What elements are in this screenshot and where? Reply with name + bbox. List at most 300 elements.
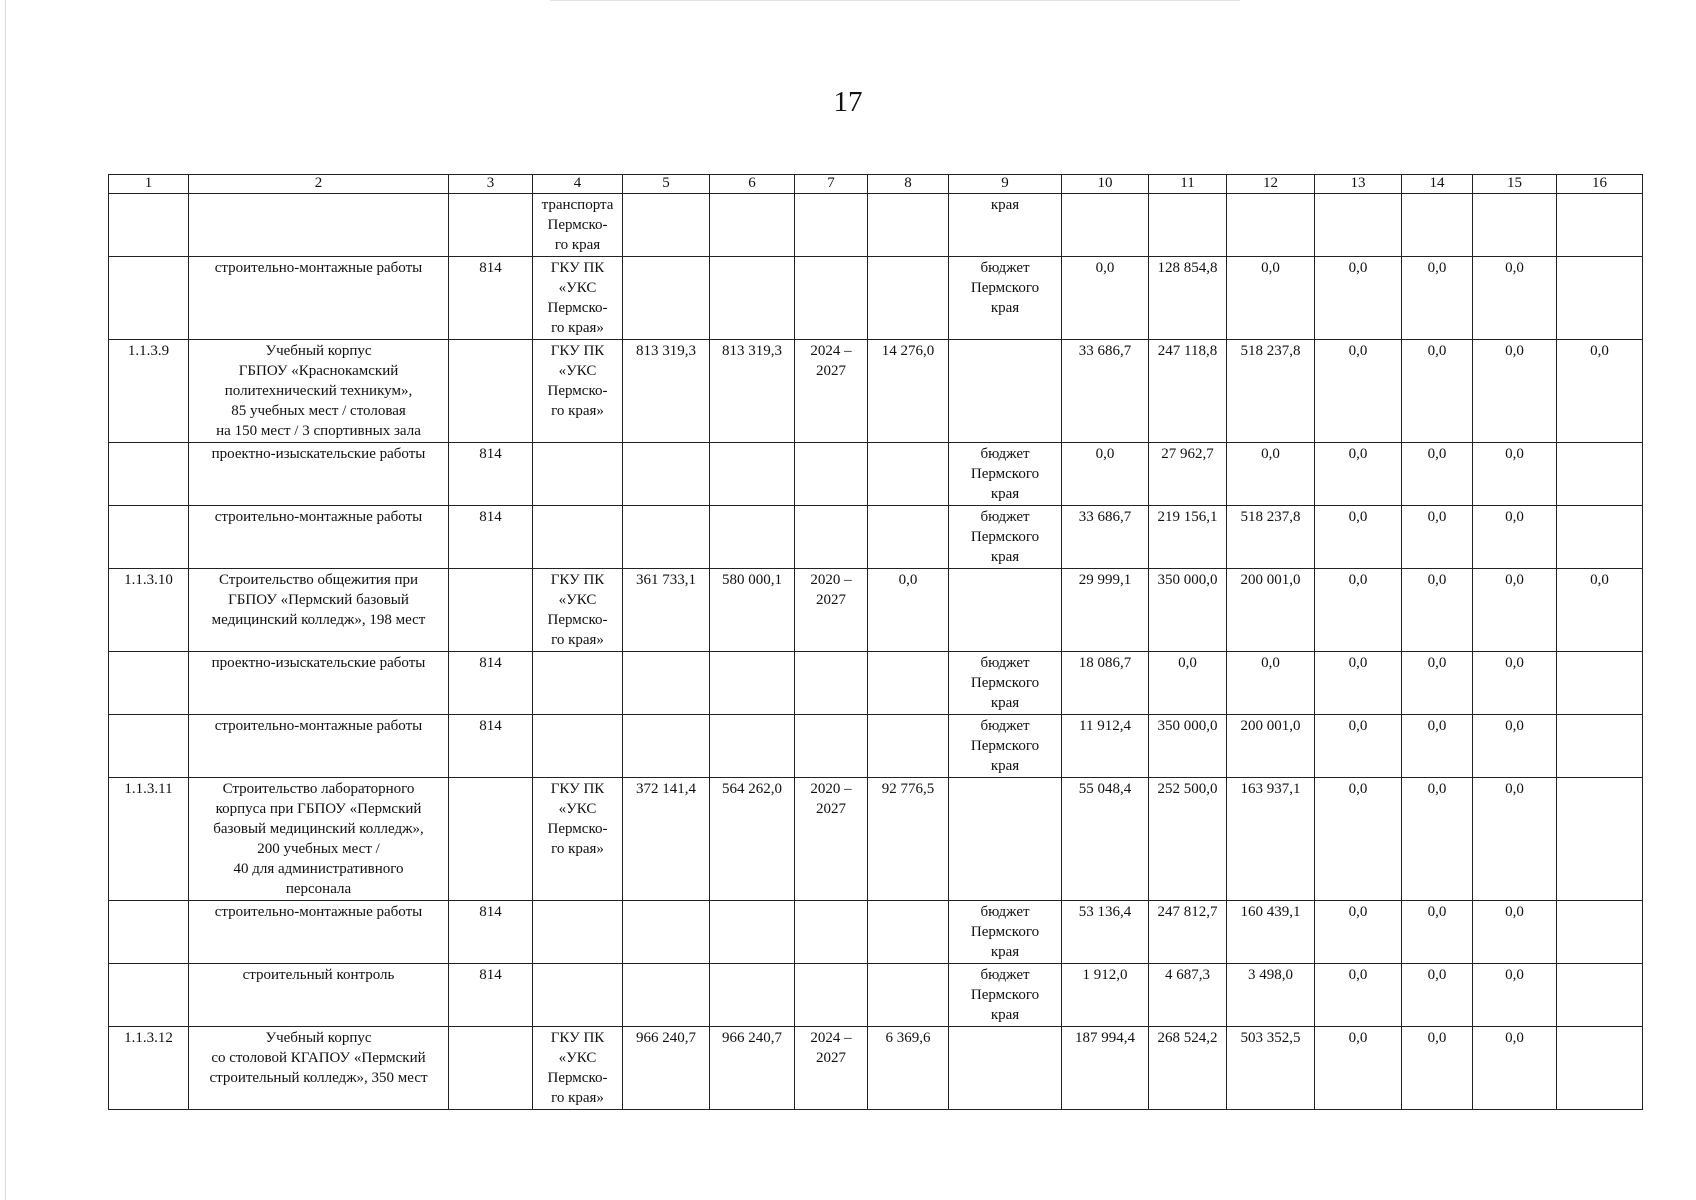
cell-col-13: 0,0 [1315, 1027, 1402, 1110]
cell-col-8: 0,0 [868, 569, 949, 652]
cell-line: Строительство общежития при [218, 572, 419, 588]
cell-col-12: 163 937,1 [1227, 778, 1315, 901]
cell-col-16 [1557, 715, 1643, 778]
cell-line: 40 для административного [233, 861, 404, 877]
cell-col-12: 503 352,5 [1227, 1027, 1315, 1110]
cell-col-4 [533, 778, 623, 901]
cell-col-5 [623, 652, 710, 715]
cell-col-9 [949, 1027, 1062, 1110]
cell-line: 2020 – [810, 572, 852, 588]
cell-line: со столовой КГАПОУ «Пермский [211, 1050, 426, 1066]
cell-col-13: 0,0 [1315, 569, 1402, 652]
cell-line: 2024 – [810, 1030, 852, 1046]
cell-col-4 [533, 569, 623, 652]
cell-col-7 [795, 778, 868, 901]
cell-col-12: 518 237,8 [1227, 506, 1315, 569]
cell-line: Строительство лабораторного [222, 781, 415, 797]
cell-col-6 [710, 715, 795, 778]
cell-col-3: 814 [449, 964, 533, 1027]
cell-col-13: 0,0 [1315, 715, 1402, 778]
cell-col-1 [109, 194, 189, 257]
cell-col-15: 0,0 [1473, 569, 1557, 652]
column-header-1: 1 [109, 175, 189, 194]
cell-col-7 [795, 1027, 868, 1110]
cell-col-15: 0,0 [1473, 1027, 1557, 1110]
cell-col-10: 0,0 [1062, 443, 1149, 506]
cell-col-14: 0,0 [1402, 715, 1473, 778]
cell-line: на 150 мест / 3 спортивных зала [216, 423, 421, 439]
cell-line: 200 учебных мест / [257, 841, 380, 857]
cell-col-16 [1557, 778, 1643, 901]
cell-col-12: 160 439,1 [1227, 901, 1315, 964]
page-number: 17 [833, 86, 863, 118]
cell-col-2 [189, 340, 449, 443]
cell-line: края [990, 1007, 1020, 1023]
cell-col-8: 6 369,6 [868, 1027, 949, 1110]
cell-line: Пермского [970, 738, 1040, 754]
cell-col-11: 268 524,2 [1149, 1027, 1227, 1110]
cell-col-14: 0,0 [1402, 901, 1473, 964]
cell-col-6: 564 262,0 [710, 778, 795, 901]
cell-col-1 [109, 901, 189, 964]
cell-line: корпуса при ГБПОУ «Пермский [215, 801, 422, 817]
cell-col-6 [710, 257, 795, 340]
cell-col-12: 0,0 [1227, 652, 1315, 715]
cell-col-7 [795, 506, 868, 569]
cell-col-2 [189, 964, 449, 1027]
cell-line: Пермского [970, 529, 1040, 545]
cell-col-4 [533, 964, 623, 1027]
cell-col-7 [795, 340, 868, 443]
cell-col-3 [449, 778, 533, 901]
cell-col-5: 813 319,3 [623, 340, 710, 443]
cell-col-4 [533, 340, 623, 443]
cell-col-2 [189, 569, 449, 652]
cell-line: края [990, 944, 1020, 960]
cell-line: го края» [551, 320, 604, 336]
cell-col-2 [189, 1027, 449, 1110]
cell-col-16: 0,0 [1557, 340, 1643, 443]
cell-col-6 [710, 443, 795, 506]
cell-line: Пермского [970, 924, 1040, 940]
column-header-13: 13 [1315, 175, 1402, 194]
cell-col-14: 0,0 [1402, 778, 1473, 901]
cell-col-2 [189, 778, 449, 901]
table-row [109, 778, 1643, 901]
cell-col-16 [1557, 443, 1643, 506]
table-row [109, 257, 1643, 340]
cell-col-5 [623, 443, 710, 506]
cell-col-3: 814 [449, 506, 533, 569]
cell-col-5 [623, 964, 710, 1027]
cell-line: ГКУ ПК [550, 781, 605, 797]
cell-col-13 [1315, 194, 1402, 257]
cell-col-11: 0,0 [1149, 652, 1227, 715]
cell-col-5 [623, 194, 710, 257]
cell-col-8 [868, 652, 949, 715]
cell-line: Пермско- [547, 821, 608, 837]
cell-line: края [990, 197, 1020, 213]
cell-col-15 [1473, 194, 1557, 257]
cell-col-2 [189, 443, 449, 506]
cell-col-6 [710, 194, 795, 257]
cell-col-13: 0,0 [1315, 652, 1402, 715]
cell-col-9 [949, 194, 1062, 257]
cell-col-9 [949, 901, 1062, 964]
cell-col-3: 814 [449, 715, 533, 778]
table-row [109, 506, 1643, 569]
cell-line: ГКУ ПК [550, 260, 605, 276]
cell-col-15: 0,0 [1473, 778, 1557, 901]
cell-col-6: 580 000,1 [710, 569, 795, 652]
cell-col-8 [868, 257, 949, 340]
cell-line: края [990, 695, 1020, 711]
cell-col-15: 0,0 [1473, 443, 1557, 506]
cell-col-15: 0,0 [1473, 715, 1557, 778]
cell-col-10: 18 086,7 [1062, 652, 1149, 715]
cell-col-8 [868, 901, 949, 964]
cell-col-4 [533, 715, 623, 778]
cell-line: Пермско- [547, 612, 608, 628]
column-header-7: 7 [795, 175, 868, 194]
cell-col-7 [795, 194, 868, 257]
cell-col-16 [1557, 964, 1643, 1027]
cell-col-10: 1 912,0 [1062, 964, 1149, 1027]
cell-line: бюджет [980, 446, 1030, 462]
cell-line: базовый медицинский колледж», [213, 821, 424, 837]
cell-col-2 [189, 901, 449, 964]
cell-line: бюджет [980, 904, 1030, 920]
budget-table [108, 174, 1643, 1110]
cell-line: строительный контроль [242, 967, 395, 983]
cell-line: 2024 – [810, 343, 852, 359]
cell-col-9 [949, 964, 1062, 1027]
cell-line: 2027 [816, 363, 846, 379]
cell-col-5: 361 733,1 [623, 569, 710, 652]
cell-col-6: 966 240,7 [710, 1027, 795, 1110]
cell-col-2 [189, 652, 449, 715]
cell-line: строительно-монтажные работы [214, 718, 423, 734]
cell-line: транспорта [541, 197, 614, 213]
cell-col-3 [449, 569, 533, 652]
cell-line: го края» [551, 632, 604, 648]
cell-col-9 [949, 443, 1062, 506]
cell-col-13: 0,0 [1315, 257, 1402, 340]
cell-col-1 [109, 257, 189, 340]
cell-line: политехнический техникум», [224, 383, 413, 399]
cell-col-11: 4 687,3 [1149, 964, 1227, 1027]
cell-col-11 [1149, 194, 1227, 257]
cell-line: строительно-монтажные работы [214, 260, 423, 276]
cell-col-10: 55 048,4 [1062, 778, 1149, 901]
cell-col-15: 0,0 [1473, 901, 1557, 964]
cell-col-11: 247 812,7 [1149, 901, 1227, 964]
cell-col-2 [189, 194, 449, 257]
cell-col-7 [795, 652, 868, 715]
cell-col-15: 0,0 [1473, 257, 1557, 340]
column-header-10: 10 [1062, 175, 1149, 194]
cell-col-8: 92 776,5 [868, 778, 949, 901]
cell-col-3 [449, 1027, 533, 1110]
cell-line: бюджет [980, 967, 1030, 983]
cell-col-6 [710, 652, 795, 715]
cell-col-15: 0,0 [1473, 506, 1557, 569]
cell-col-9 [949, 569, 1062, 652]
cell-col-9 [949, 506, 1062, 569]
cell-line: Пермского [970, 280, 1040, 296]
table-row [109, 340, 1643, 443]
cell-col-8 [868, 443, 949, 506]
cell-line: персонала [285, 881, 352, 897]
scan-edge [5, 0, 6, 1200]
cell-col-12: 0,0 [1227, 257, 1315, 340]
cell-col-12: 0,0 [1227, 443, 1315, 506]
cell-line: го края» [551, 841, 604, 857]
cell-col-5: 966 240,7 [623, 1027, 710, 1110]
cell-col-12: 518 237,8 [1227, 340, 1315, 443]
cell-col-16 [1557, 257, 1643, 340]
cell-col-10: 0,0 [1062, 257, 1149, 340]
cell-line: края [990, 549, 1020, 565]
cell-col-14: 0,0 [1402, 1027, 1473, 1110]
table-row [109, 569, 1643, 652]
cell-col-9 [949, 257, 1062, 340]
cell-col-9 [949, 340, 1062, 443]
table-body [109, 194, 1643, 1110]
cell-line: 2020 – [810, 781, 852, 797]
cell-line: края [990, 758, 1020, 774]
cell-line: ГБПОУ «Пермский базовый [228, 592, 409, 608]
cell-col-5 [623, 715, 710, 778]
cell-col-16 [1557, 901, 1643, 964]
cell-line: ГКУ ПК [550, 1030, 605, 1046]
cell-col-16: 0,0 [1557, 569, 1643, 652]
cell-col-8: 14 276,0 [868, 340, 949, 443]
cell-col-9 [949, 715, 1062, 778]
cell-col-9 [949, 778, 1062, 901]
cell-col-4 [533, 901, 623, 964]
cell-line: Учебный корпус [265, 1030, 372, 1046]
table-row [109, 194, 1643, 257]
cell-col-2 [189, 715, 449, 778]
cell-col-7 [795, 569, 868, 652]
column-header-4: 4 [533, 175, 623, 194]
cell-line: ГБПОУ «Краснокамский [238, 363, 399, 379]
cell-col-5: 372 141,4 [623, 778, 710, 901]
cell-line: Учебный корпус [265, 343, 372, 359]
cell-col-11: 350 000,0 [1149, 715, 1227, 778]
cell-col-11: 252 500,0 [1149, 778, 1227, 901]
cell-line: ГКУ ПК [550, 572, 605, 588]
cell-col-11: 27 962,7 [1149, 443, 1227, 506]
cell-col-11: 247 118,8 [1149, 340, 1227, 443]
cell-line: Пермско- [547, 383, 608, 399]
cell-line: Пермско- [547, 217, 608, 233]
cell-col-4 [533, 194, 623, 257]
cell-col-2 [189, 506, 449, 569]
cell-col-11: 128 854,8 [1149, 257, 1227, 340]
column-header-9: 9 [949, 175, 1062, 194]
cell-col-5 [623, 257, 710, 340]
cell-line: 2027 [816, 801, 846, 817]
cell-col-12: 200 001,0 [1227, 569, 1315, 652]
cell-line: Пермско- [547, 300, 608, 316]
cell-col-16 [1557, 1027, 1643, 1110]
cell-line: «УКС [558, 363, 597, 379]
cell-col-6 [710, 964, 795, 1027]
cell-col-12: 200 001,0 [1227, 715, 1315, 778]
table-row [109, 715, 1643, 778]
cell-col-15: 0,0 [1473, 964, 1557, 1027]
cell-col-10: 187 994,4 [1062, 1027, 1149, 1110]
cell-col-14: 0,0 [1402, 443, 1473, 506]
column-header-3: 3 [449, 175, 533, 194]
table-row [109, 901, 1643, 964]
cell-col-14: 0,0 [1402, 652, 1473, 715]
cell-col-7 [795, 964, 868, 1027]
cell-col-6: 813 319,3 [710, 340, 795, 443]
cell-col-16 [1557, 194, 1643, 257]
cell-col-12 [1227, 194, 1315, 257]
cell-col-1 [109, 715, 189, 778]
table-row [109, 443, 1643, 506]
header-row [109, 175, 1643, 194]
cell-col-14: 0,0 [1402, 964, 1473, 1027]
cell-col-10: 29 999,1 [1062, 569, 1149, 652]
cell-line: го края» [551, 1090, 604, 1106]
cell-col-16 [1557, 506, 1643, 569]
cell-col-2 [189, 257, 449, 340]
cell-col-10: 53 136,4 [1062, 901, 1149, 964]
cell-col-14: 0,0 [1402, 257, 1473, 340]
cell-line: го края» [551, 403, 604, 419]
cell-col-3 [449, 194, 533, 257]
cell-col-10: 11 912,4 [1062, 715, 1149, 778]
cell-line: 2027 [816, 1050, 846, 1066]
cell-line: Пермско- [547, 1070, 608, 1086]
cell-line: бюджет [980, 509, 1030, 525]
cell-col-13: 0,0 [1315, 340, 1402, 443]
cell-col-3: 814 [449, 901, 533, 964]
cell-col-12: 3 498,0 [1227, 964, 1315, 1027]
cell-col-3: 814 [449, 652, 533, 715]
cell-col-7 [795, 715, 868, 778]
column-header-11: 11 [1149, 175, 1227, 194]
cell-col-10 [1062, 194, 1149, 257]
cell-col-1 [109, 964, 189, 1027]
cell-line: строительно-монтажные работы [214, 904, 423, 920]
cell-col-8 [868, 715, 949, 778]
cell-col-4 [533, 443, 623, 506]
cell-col-1 [109, 652, 189, 715]
cell-line: «УКС [558, 801, 597, 817]
cell-col-11: 350 000,0 [1149, 569, 1227, 652]
cell-line: Пермского [970, 466, 1040, 482]
table-row [109, 964, 1643, 1027]
cell-col-14: 0,0 [1402, 569, 1473, 652]
cell-col-11: 219 156,1 [1149, 506, 1227, 569]
cell-line: 2027 [816, 592, 846, 608]
cell-line: строительный колледж», 350 мест [209, 1070, 428, 1086]
cell-col-14: 0,0 [1402, 340, 1473, 443]
column-header-6: 6 [710, 175, 795, 194]
cell-col-4 [533, 506, 623, 569]
cell-col-7 [795, 257, 868, 340]
cell-col-3: 814 [449, 257, 533, 340]
cell-line: проектно-изыскательские работы [211, 655, 426, 671]
cell-col-4 [533, 257, 623, 340]
cell-col-10: 33 686,7 [1062, 506, 1149, 569]
column-header-2: 2 [189, 175, 449, 194]
cell-col-9 [949, 652, 1062, 715]
cell-line: края [990, 300, 1020, 316]
cell-line: края [990, 486, 1020, 502]
cell-col-14: 0,0 [1402, 506, 1473, 569]
cell-line: 85 учебных мест / столовая [231, 403, 406, 419]
scan-edge-top [550, 0, 1240, 1]
cell-col-10: 33 686,7 [1062, 340, 1149, 443]
cell-col-13: 0,0 [1315, 443, 1402, 506]
column-header-5: 5 [623, 175, 710, 194]
cell-col-8 [868, 964, 949, 1027]
cell-line: Пермского [970, 675, 1040, 691]
cell-col-13: 0,0 [1315, 778, 1402, 901]
cell-col-1: 1.1.3.10 [109, 569, 189, 652]
cell-col-6 [710, 901, 795, 964]
cell-col-7 [795, 443, 868, 506]
cell-col-3: 814 [449, 443, 533, 506]
cell-col-5 [623, 506, 710, 569]
column-header-15: 15 [1473, 175, 1557, 194]
cell-col-4 [533, 1027, 623, 1110]
cell-col-1 [109, 443, 189, 506]
cell-line: строительно-монтажные работы [214, 509, 423, 525]
cell-line: Пермского [970, 987, 1040, 1003]
cell-line: проектно-изыскательские работы [211, 446, 426, 462]
cell-col-8 [868, 506, 949, 569]
cell-col-13: 0,0 [1315, 506, 1402, 569]
cell-col-13: 0,0 [1315, 964, 1402, 1027]
cell-col-7 [795, 901, 868, 964]
cell-col-1: 1.1.3.9 [109, 340, 189, 443]
cell-line: бюджет [980, 655, 1030, 671]
cell-line: медицинский колледж», 198 мест [211, 612, 426, 628]
cell-col-1: 1.1.3.12 [109, 1027, 189, 1110]
cell-col-15: 0,0 [1473, 340, 1557, 443]
cell-col-14 [1402, 194, 1473, 257]
column-header-12: 12 [1227, 175, 1315, 194]
cell-line: ГКУ ПК [550, 343, 605, 359]
column-header-8: 8 [868, 175, 949, 194]
cell-col-1 [109, 506, 189, 569]
cell-line: бюджет [980, 260, 1030, 276]
cell-col-13: 0,0 [1315, 901, 1402, 964]
cell-line: го края [554, 237, 601, 253]
table-row [109, 1027, 1643, 1110]
cell-line: «УКС [558, 592, 597, 608]
cell-line: бюджет [980, 718, 1030, 734]
cell-col-8 [868, 194, 949, 257]
cell-col-6 [710, 506, 795, 569]
cell-line: «УКС [558, 1050, 597, 1066]
column-header-14: 14 [1402, 175, 1473, 194]
cell-col-5 [623, 901, 710, 964]
column-header-16: 16 [1557, 175, 1643, 194]
cell-col-1: 1.1.3.11 [109, 778, 189, 901]
cell-col-16 [1557, 652, 1643, 715]
cell-col-3 [449, 340, 533, 443]
cell-col-4 [533, 652, 623, 715]
